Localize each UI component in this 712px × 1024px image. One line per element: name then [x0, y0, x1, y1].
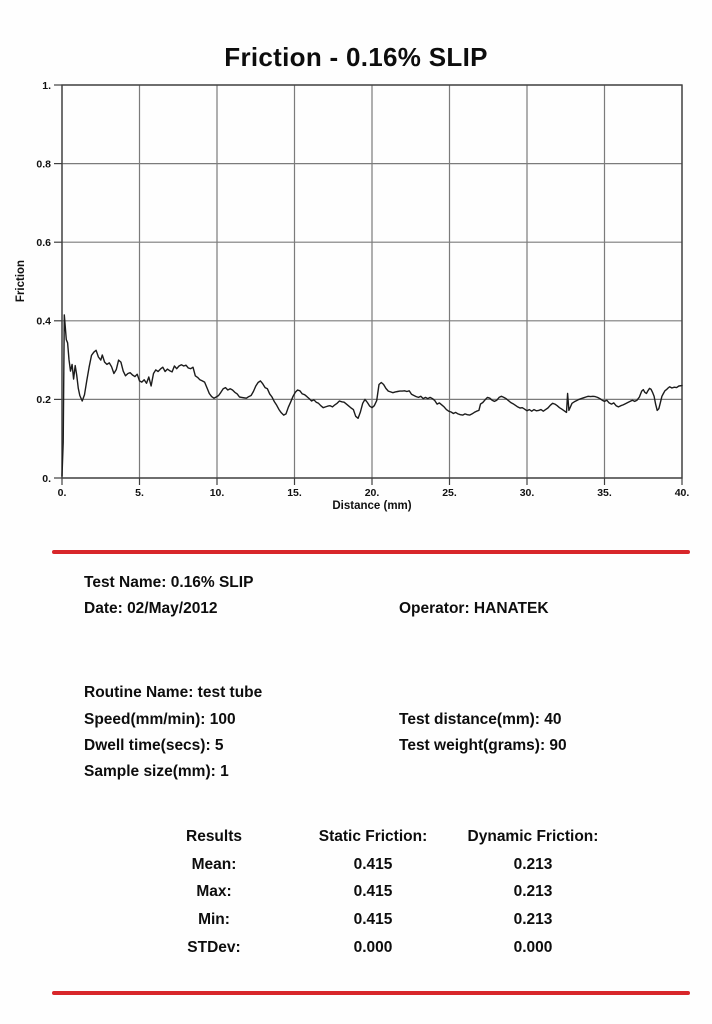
- svg-text:20.: 20.: [364, 487, 380, 499]
- date-line: Date: 02/May/2012: [84, 600, 218, 617]
- friction-chart: [0, 75, 712, 525]
- mean-dynamic-value: 0.213: [513, 856, 553, 873]
- test-weight-line: Test weight(grams): 90: [399, 737, 567, 754]
- svg-text:10.: 10.: [209, 487, 225, 499]
- svg-text:0.8: 0.8: [36, 158, 51, 171]
- mean-static-value: 0.415: [353, 856, 393, 873]
- chart-gridlines: [62, 85, 682, 478]
- test-name-line: Test Name: 0.16% SLIP: [84, 574, 254, 591]
- x-axis-title: Distance (mm): [332, 500, 412, 512]
- svg-text:30.: 30.: [519, 487, 535, 499]
- min-dynamic-value: 0.213: [513, 911, 553, 928]
- svg-text:0.2: 0.2: [36, 394, 51, 407]
- results-row-mean: [0, 856, 712, 880]
- results-header-row: [0, 828, 712, 852]
- separator-line-top: [52, 550, 690, 554]
- separator-line-bottom: [52, 991, 690, 995]
- stdev-dynamic-value: 0.000: [513, 939, 553, 956]
- max-static-value: 0.415: [353, 883, 393, 900]
- svg-text:0.4: 0.4: [36, 315, 51, 328]
- y-axis-title: Friction: [15, 259, 27, 303]
- svg-text:25.: 25.: [442, 487, 457, 499]
- report-title: Friction - 0.16% SLIP: [224, 42, 488, 72]
- sample-size-line: Sample size(mm): 1: [84, 763, 229, 780]
- dynamic-friction-header: Dynamic Friction:: [467, 828, 599, 845]
- svg-text:0.: 0.: [57, 487, 67, 499]
- min-static-value: 0.415: [353, 911, 393, 928]
- speed-line: Speed(mm/min): 100: [84, 711, 236, 728]
- svg-text:5.: 5.: [135, 487, 144, 499]
- max-label: Max:: [196, 883, 232, 900]
- dwell-time-line: Dwell time(secs): 5: [84, 737, 224, 754]
- stdev-label: STDev:: [187, 939, 241, 956]
- svg-text:15.: 15.: [287, 487, 302, 499]
- results-row-min: [0, 911, 712, 935]
- max-dynamic-value: 0.213: [513, 883, 553, 900]
- routine-name-line: Routine Name: test tube: [84, 684, 263, 701]
- test-distance-line: Test distance(mm): 40: [399, 711, 562, 728]
- operator-line: Operator: HANATEK: [399, 600, 549, 617]
- svg-text:35.: 35.: [597, 487, 612, 499]
- svg-text:0.: 0.: [42, 472, 51, 485]
- stdev-static-value: 0.000: [353, 939, 393, 956]
- svg-text:1.: 1.: [42, 79, 51, 92]
- y-tick-labels: [36, 80, 51, 485]
- axis-tick-marks: [54, 85, 682, 485]
- results-header-label: Results: [186, 828, 242, 845]
- x-tick-labels: [58, 487, 690, 499]
- static-friction-header: Static Friction:: [318, 828, 428, 845]
- min-label: Min:: [198, 911, 230, 928]
- svg-text:0.6: 0.6: [36, 237, 51, 249]
- results-row-max: [0, 883, 712, 907]
- svg-text:40.: 40.: [674, 487, 690, 499]
- results-row-stdev: [0, 939, 712, 963]
- mean-label: Mean:: [191, 856, 237, 873]
